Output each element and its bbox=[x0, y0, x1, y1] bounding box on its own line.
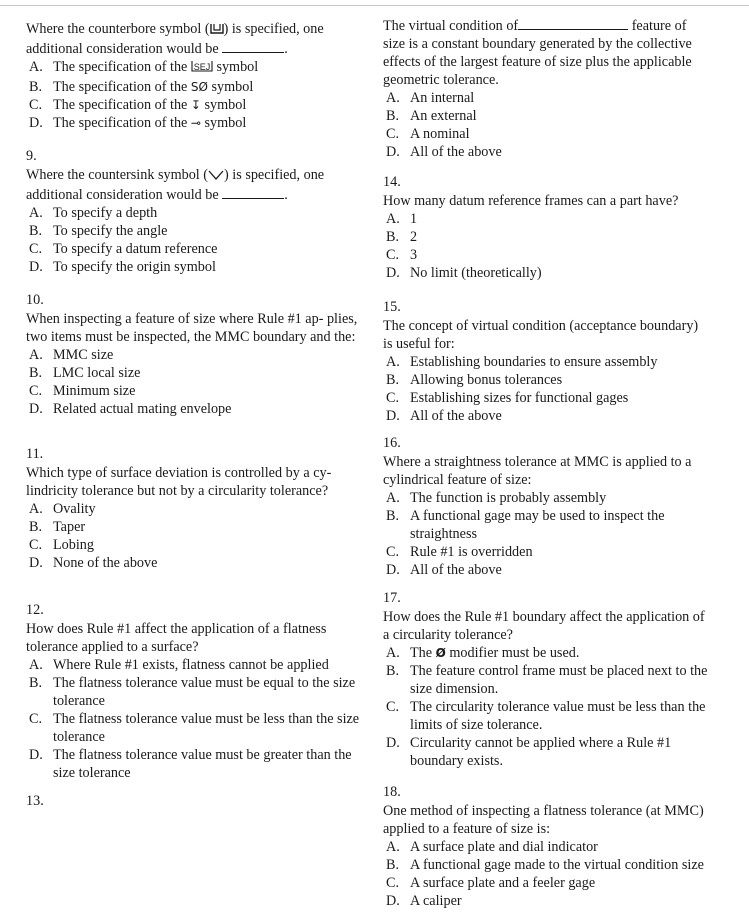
question-stem: Where a straightness tolerance at MMC is applied to a cylindrical feature of size: bbox=[383, 454, 692, 488]
option-b: B. Allowing bonus tolerances bbox=[386, 372, 563, 388]
option-d: D. A caliper bbox=[386, 893, 462, 909]
origin-icon: ⊸ bbox=[190, 116, 201, 130]
option-d: D. The specification of the ⊸ symbol bbox=[29, 115, 247, 131]
question-8 bbox=[26, 20, 361, 132]
question-stem: The concept of virtual condition (acceptance boundary) is useful for: bbox=[383, 318, 699, 352]
question-14 bbox=[383, 173, 708, 282]
question-number: 14. bbox=[383, 174, 401, 190]
question-18 bbox=[383, 783, 713, 910]
option-d: D. The flatness tolerance value must be greater than the size tolerance bbox=[29, 747, 352, 781]
option-a: A. The specification of the SEJ symbol bbox=[26, 58, 361, 78]
question-13-number bbox=[26, 792, 86, 811]
question-number: 18. bbox=[383, 784, 401, 800]
option-b: B. A functional gage may be used to inspect the straightness bbox=[386, 508, 665, 542]
question-number: 13. bbox=[26, 793, 44, 809]
question-number: 10. bbox=[26, 292, 44, 308]
question-13 bbox=[383, 17, 708, 161]
option-d: D. None of the above bbox=[29, 555, 158, 571]
option-a: A. A surface plate and dial indicator bbox=[386, 839, 598, 855]
option-d: D. All of the above bbox=[386, 562, 502, 578]
option-a: A. Ovality bbox=[29, 501, 96, 517]
option-d: D. To specify the origin symbol bbox=[29, 259, 216, 275]
question-stem: One method of inspecting a flatness tolerance (at MMC) applied to a feature of size is: bbox=[383, 803, 704, 837]
option-d: D. Circularity cannot be applied where a Rule #1 boundary exists. bbox=[386, 735, 672, 769]
question-stem: Where the countersink symbol ( ) is specified, one additional consideration would be . bbox=[26, 167, 325, 203]
option-b: B. 2 bbox=[386, 229, 418, 245]
question-17 bbox=[383, 589, 708, 770]
option-d: D. All of the above bbox=[386, 144, 502, 160]
question-stem: When inspecting a feature of size where Rule #1 ap- plies, two items must be inspected, the MMC boundary and the: bbox=[26, 311, 358, 345]
option-a: A. The function is probably assembly bbox=[386, 490, 607, 506]
question-stem: How does the Rule #1 boundary affect the application of a circularity tolerance? bbox=[383, 609, 705, 643]
option-b: B. To specify the angle bbox=[29, 223, 168, 239]
option-c: C. A surface plate and a feeler gage bbox=[386, 875, 596, 891]
option-c: C. To specify a datum reference bbox=[29, 241, 218, 257]
option-c: C. The circularity tolerance value must be less than the limits of size tolerance. bbox=[386, 699, 706, 733]
question-stem: How many datum reference frames can a part have? bbox=[383, 193, 679, 209]
option-a: A. To specify a depth bbox=[29, 205, 158, 221]
spotface-icon bbox=[191, 60, 213, 78]
option-c: C. A nominal bbox=[386, 126, 470, 142]
question-number: 15. bbox=[383, 299, 401, 315]
question-12 bbox=[26, 601, 361, 782]
diameter-icon: Ø bbox=[435, 646, 446, 660]
question-number: 16. bbox=[383, 435, 401, 451]
option-c: C. Rule #1 is overridden bbox=[386, 544, 533, 560]
option-a: A. The Ø modifier must be used. bbox=[386, 645, 580, 661]
question-11 bbox=[26, 445, 361, 572]
answer-blank bbox=[222, 186, 284, 199]
question-9 bbox=[26, 147, 361, 276]
option-d: D. Related actual mating envelope bbox=[29, 401, 232, 417]
question-10 bbox=[26, 291, 361, 418]
question-number: 11. bbox=[26, 446, 44, 462]
answer-blank bbox=[518, 17, 628, 30]
depth-icon: ↧ bbox=[190, 98, 201, 112]
question-stem: The virtual condition of feature of size is a constant boundary generated by the collective effects of the largest feature of size plus the applicable geometric tolerance. bbox=[383, 18, 692, 88]
option-b: B. LMC local size bbox=[29, 365, 141, 381]
question-number: 12. bbox=[26, 602, 44, 618]
svg-text:SEJ: SEJ bbox=[193, 62, 211, 72]
option-d: D. All of the above bbox=[386, 408, 502, 424]
option-c: C. The flatness tolerance value must be less than the size tolerance bbox=[29, 711, 360, 745]
option-c: C. Minimum size bbox=[29, 383, 136, 399]
question-stem: How does Rule #1 affect the application of a flatness tolerance applied to a surface? bbox=[26, 621, 327, 655]
option-c: C. Lobing bbox=[29, 537, 94, 553]
question-16 bbox=[383, 434, 708, 579]
option-b: B. The specification of the SØ symbol bbox=[29, 79, 254, 95]
option-a: A. Establishing boundaries to ensure assembly bbox=[386, 354, 658, 370]
option-b: B. The feature control frame must be placed next to the size dimension. bbox=[386, 663, 708, 697]
option-b: B. The flatness tolerance value must be equal to the size tolerance bbox=[29, 675, 356, 709]
option-c: C. Establishing sizes for functional gages bbox=[386, 390, 629, 406]
option-c: C. 3 bbox=[386, 247, 418, 263]
question-stem: Which type of surface deviation is controlled by a cy- lindricity tolerance but not by a circularity tolerance? bbox=[26, 465, 332, 499]
option-a: A. An internal bbox=[386, 90, 475, 106]
option-a: A. MMC size bbox=[29, 347, 114, 363]
option-b: B. Taper bbox=[29, 519, 86, 535]
option-b: B. A functional gage made to the virtual condition size bbox=[386, 857, 704, 873]
option-a: A. 1 bbox=[386, 211, 418, 227]
spherical-diameter-icon: SØ bbox=[190, 80, 208, 94]
question-15 bbox=[383, 298, 708, 425]
question-number: 17. bbox=[383, 590, 401, 606]
option-a: A. Where Rule #1 exists, flatness cannot be applied bbox=[29, 657, 329, 673]
question-number: 9. bbox=[26, 148, 37, 164]
answer-blank bbox=[222, 40, 284, 53]
top-border-line bbox=[0, 5, 749, 6]
counterbore-icon bbox=[210, 22, 224, 40]
option-d: D. No limit (theoretically) bbox=[386, 265, 542, 281]
option-b: B. An external bbox=[386, 108, 477, 124]
countersink-icon bbox=[208, 168, 224, 186]
question-stem: Where the counterbore symbol ( ) is specified, one additional consideration would be . bbox=[26, 21, 324, 57]
option-c: C. The specification of the ↧ symbol bbox=[29, 97, 247, 113]
